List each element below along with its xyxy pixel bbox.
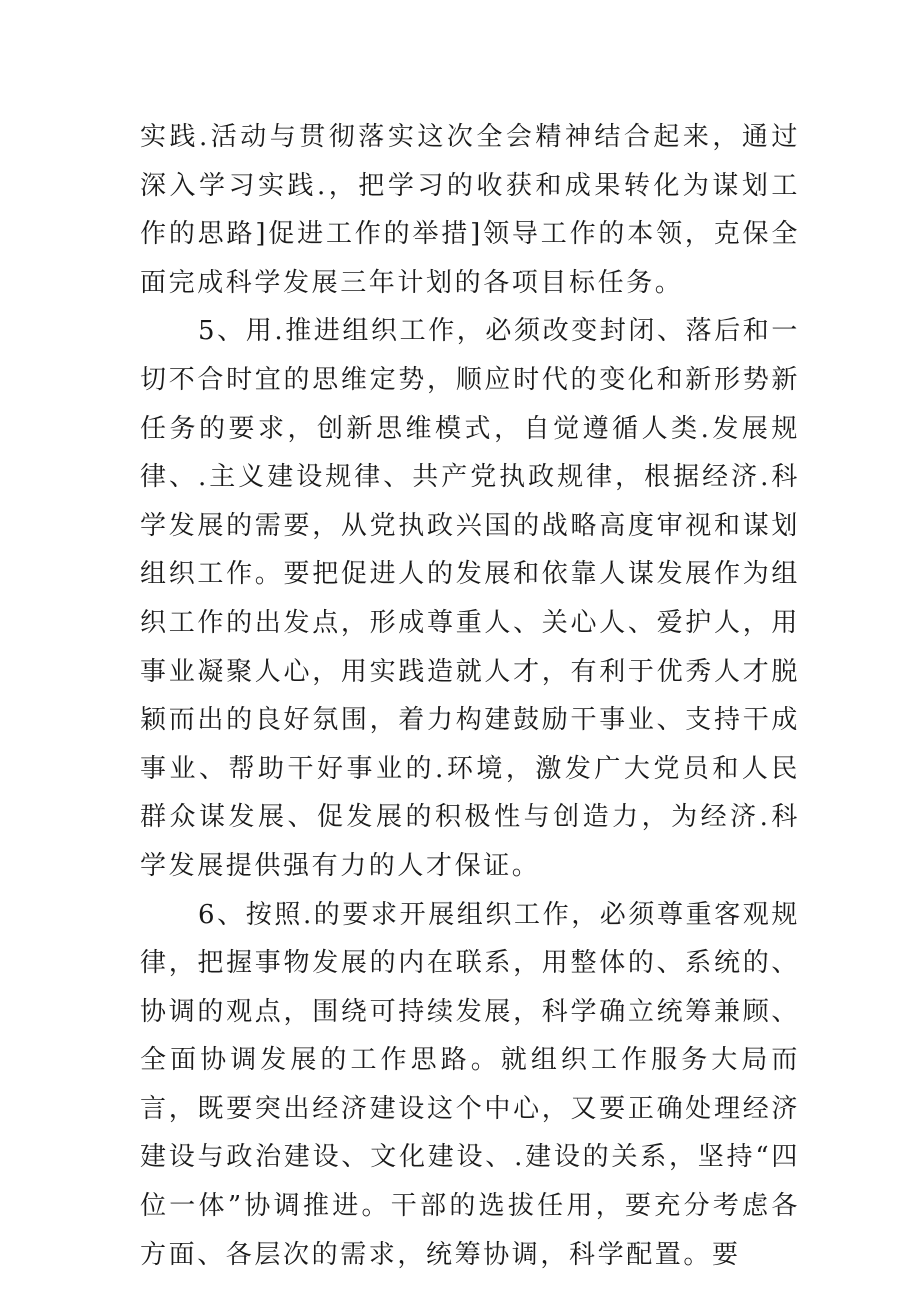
body-text (140, 113, 800, 1279)
paragraph-item-6: 6、按照.的要求开展组织工作，必须尊重客观规律，把握事物发展的内在联系，用整体的、系统的、协调的观点，围绕可持续发展，科学确立统筹兼顾、全面协调发展的工作思路。就组织工作服务大局而言，既要突出经济建设这个中心，又要正确处理经济建设与政治建设、文化建设、.建设的关系，坚持“四位一体”协调推进。干部的选拔任用，要充分考虑各方面、各层次的需求，统筹协调，科学配置。要 (140, 899, 801, 1270)
paragraph-continuation: 实践.活动与贯彻落实这次全会精神结合起来，通过深入学习实践.，把学习的收获和成果转化为谋划工作的思路]促进工作的举措]领导工作的本领，克保全面完成科学发展三年计划的各项目标任务。 (140, 122, 800, 298)
paragraph-item-5: 5、用.推进组织工作，必须改变封闭、落后和一切不合时宜的思维定势，顺应时代的变化和新形势新任务的要求，创新思维模式，自觉遵循人类.发展规律、.主义建设规律、共产党执政规律，根据经济.科学发展的需要，从党执政兴国的战略高度审视和谋划组织工作。要把促进人的发展和依靠人谋发展作为组织工作的出发点，形成尊重人、关心人、爱护人，用事业凝聚人心，用实践造就人才，有利于优秀人才脱颖而出的良好氛围，着力构建鼓励干事业、支持干成事业、帮助干好事业的.环境，激发广大党员和人民群众谋发展、促发展的积极性与创造力，为经济.科学发展提供强有力的人才保证。 (140, 316, 801, 881)
